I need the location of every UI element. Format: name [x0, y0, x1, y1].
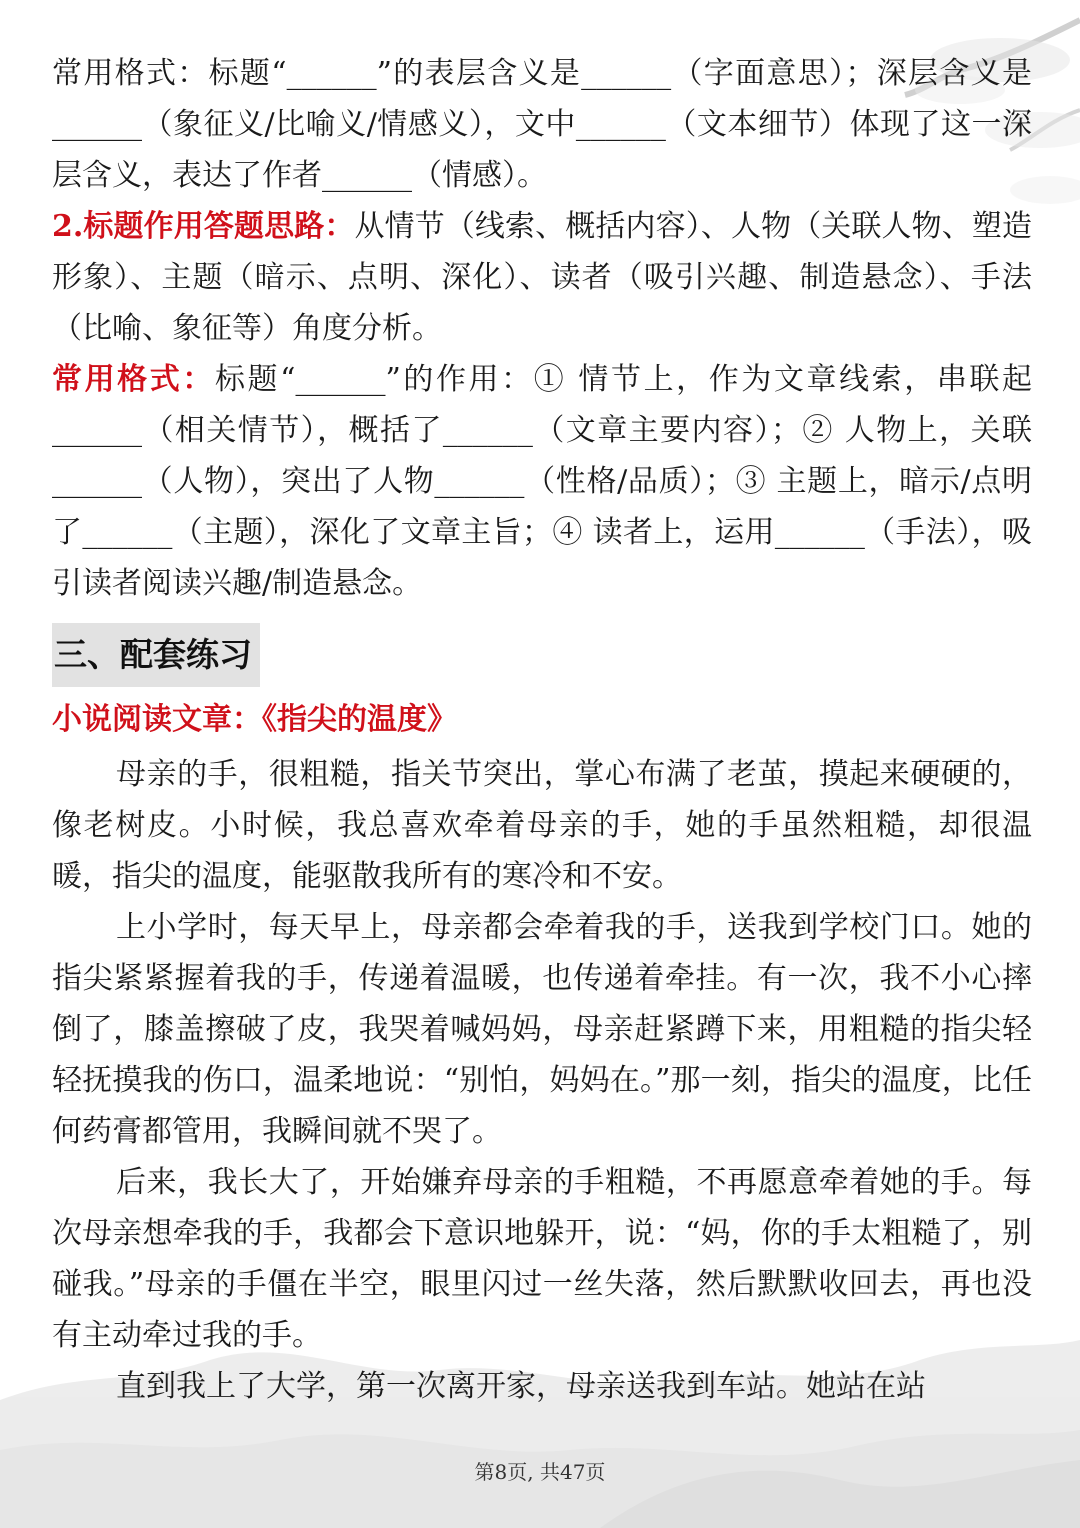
format-text: 标题“______”的作用：① 情节上，作为文章线索，串联起______（相关情节），概括了______（文章主要内容）；② 人物上，关联______（人物），突出了人物______（性格/品质）；③ 主题上，暗示/点明了______（主题），深化了文章主旨；④ 读者上，运用______（手法），吸引读者阅读兴趣/制造悬念。: [52, 362, 1033, 601]
document-body: [52, 48, 1032, 1412]
format-template-meaning: 常用格式：标题“______”的表层含义是______（字面意思）；深层含义是______（象征义/比喻义/情感义），文中______（文本细节）体现了这一深层含义，表达了作者______（情感）。: [52, 56, 1032, 193]
format-label: 常用格式：: [52, 362, 215, 397]
article-paragraph: 母亲的手，很粗糙，指关节突出，掌心布满了老茧，摸起来硬硬的，像老树皮。小时候，我总喜欢牵着母亲的手，她的手虽然粗糙，却很温暖，指尖的温度，能驱散我所有的寒冷和不安。: [52, 757, 1032, 894]
article-title: 小说阅读文章：《指尖的温度》: [52, 702, 457, 737]
page-number: 第8页, 共47页: [474, 1460, 606, 1484]
title-function-tip: [52, 201, 1032, 354]
article-paragraph: 上小学时，每天早上，母亲都会牵着我的手，送我到学校门口。她的指尖紧紧握着我的手，传递着温暖，也传递着牵挂。有一次，我不小心摔倒了，膝盖擦破了皮，我哭着喊妈妈，母亲赶紧蹲下来，用粗糙的指尖轻轻抚摸我的伤口，温柔地说：“别怕，妈妈在。”那一刻，指尖的温度，比任何药膏都管用，我瞬间就不哭了。: [52, 910, 1032, 1149]
tip-label: 2.标题作用答题思路：: [52, 209, 355, 244]
section-heading: 三、配套练习: [52, 623, 260, 687]
article-paragraph: 后来，我长大了，开始嫌弃母亲的手粗糙，不再愿意牵着她的手。每次母亲想牵我的手，我都会下意识地躲开，说：“妈，你的手太粗糙了，别碰我。”母亲的手僵在半空，眼里闪过一丝失落，然后默默收回去，再也没有主动牵过我的手。: [52, 1165, 1032, 1353]
article-paragraph: 直到我上了大学，第一次离开家，母亲送我到车站。她站在站: [116, 1369, 926, 1404]
tip-text: 从情节（线索、概括内容）、人物（关联人物、塑造形象）、主题（暗示、点明、深化）、读者（吸引兴趣、制造悬念）、手法（比喻、象征等）角度分析。: [52, 209, 1032, 346]
format-template-function: [52, 354, 1032, 609]
